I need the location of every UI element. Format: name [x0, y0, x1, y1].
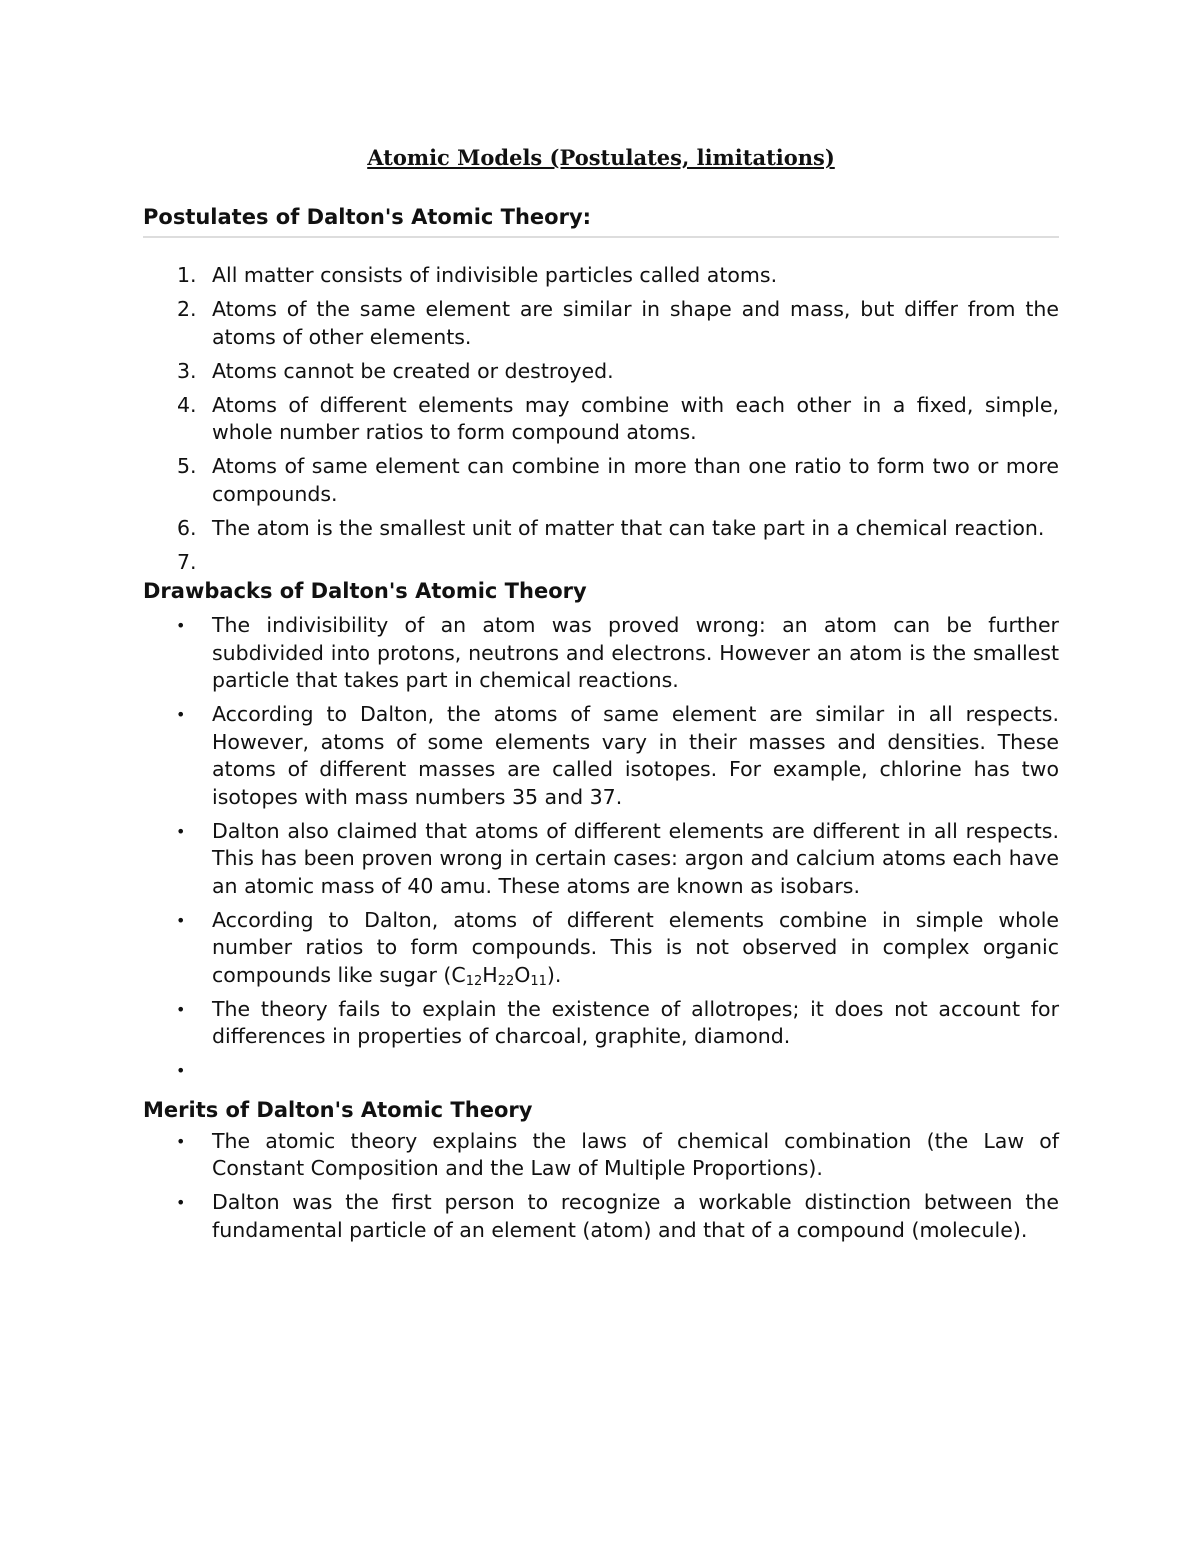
- list-item-text: The atom is the smallest unit of matter that can take part in a chemical reaction.: [212, 515, 1045, 540]
- document-page: [143, 140, 1059, 1251]
- list-item: [143, 515, 1059, 543]
- formula-element: H: [482, 962, 498, 987]
- list-item-text: Atoms of different elements may combine with each other in a fixed, simple, whole number ratios to form compound atoms.: [212, 392, 1059, 444]
- list-item: [143, 612, 1059, 695]
- drawbacks-heading: Drawbacks of Dalton's Atomic Theory: [143, 579, 587, 603]
- bullet-icon: •: [176, 705, 186, 724]
- list-item-text: [212, 908, 1059, 987]
- list-item: [143, 296, 1059, 351]
- formula-element: O: [514, 962, 531, 987]
- list-item-text: Atoms of the same element are similar in shape and mass, but differ from the atoms of other elements.: [212, 297, 1059, 349]
- formula-subscript: 11: [530, 973, 547, 989]
- list-item-text: Atoms of same element can combine in more than one ratio to form two or more compounds.: [212, 454, 1059, 506]
- list-item: [143, 701, 1059, 811]
- bullet-icon: •: [176, 1193, 186, 1212]
- list-item: [143, 549, 1059, 577]
- list-item: [143, 1189, 1059, 1244]
- list-item-text: Dalton was the first person to recognize a workable distinction between the fundamental particle of an element (atom) and that of a compound (molecule).: [212, 1190, 1059, 1242]
- text-before-formula: According to Dalton, atoms of different elements combine in simple whole number ratios to form compounds. This is not observed in complex organic compounds like sugar (: [212, 907, 1059, 987]
- formula-element: C: [451, 962, 466, 987]
- list-number: 2.: [177, 297, 197, 321]
- list-number: 7.: [177, 549, 197, 574]
- list-item: [143, 262, 1059, 290]
- bullet-icon: •: [176, 999, 186, 1019]
- list-item: [143, 358, 1059, 386]
- list-item: [143, 996, 1059, 1051]
- list-number: 1.: [177, 263, 197, 287]
- bullet-icon: •: [176, 821, 186, 841]
- list-item-text: The indivisibility of an atom was proved wrong: an atom can be further subdivided into protons, neutrons and electrons. However an atom is the smallest particle that takes part in chemical reactions.: [212, 613, 1059, 692]
- list-item-text: The theory fails to explain the existence of allotropes; it does not account for differences in properties of charcoal, graphite, diamond.: [212, 996, 1059, 1048]
- list-item: [143, 1128, 1059, 1183]
- postulates-list: [143, 262, 1059, 576]
- merits-heading: Merits of Dalton's Atomic Theory: [143, 1097, 533, 1122]
- list-item: [143, 818, 1059, 901]
- merits-list: [143, 1128, 1059, 1245]
- list-item: [143, 453, 1059, 508]
- bullet-icon: •: [176, 1131, 186, 1151]
- document-title: Atomic Models (Postulates, limitations): [367, 145, 835, 170]
- list-item-text: All matter consists of indivisible particles called atoms.: [212, 263, 778, 287]
- drawbacks-list: [143, 612, 1059, 1085]
- list-number: 6.: [177, 515, 197, 540]
- bullet-icon: •: [176, 616, 186, 635]
- postulates-heading: Postulates of Dalton's Atomic Theory:: [143, 202, 1059, 238]
- sugar-formula: [451, 963, 547, 987]
- list-number: 4.: [177, 392, 197, 417]
- formula-subscript: 12: [465, 973, 483, 989]
- list-item-text: Atoms cannot be created or destroyed.: [212, 358, 614, 383]
- bullet-icon: •: [176, 910, 186, 930]
- list-item-text: Dalton also claimed that atoms of different elements are different in all respects. This has been proven wrong in certain cases: argon and calcium atoms each have an atomic mass of 40 amu. These atoms are known as isobars.: [212, 818, 1059, 898]
- bullet-icon: •: [176, 1061, 186, 1080]
- formula-subscript: 22: [497, 973, 515, 989]
- list-item: [143, 907, 1059, 990]
- text-after-formula: ).: [546, 962, 562, 987]
- list-item-text: The atomic theory explains the laws of chemical combination (the Law of Constant Composition and the Law of Multiple Proportions).: [212, 1128, 1059, 1180]
- list-item: [143, 1057, 1059, 1085]
- list-item: [143, 392, 1059, 447]
- list-item-text: According to Dalton, the atoms of same element are similar in all respects. However, atoms of some elements vary in their masses and densities. These atoms of different masses are called isotopes. For example, chlorine has two isotopes with mass numbers 35 and 37.: [212, 702, 1059, 809]
- list-number: 3.: [177, 358, 197, 383]
- list-number: 5.: [177, 454, 197, 478]
